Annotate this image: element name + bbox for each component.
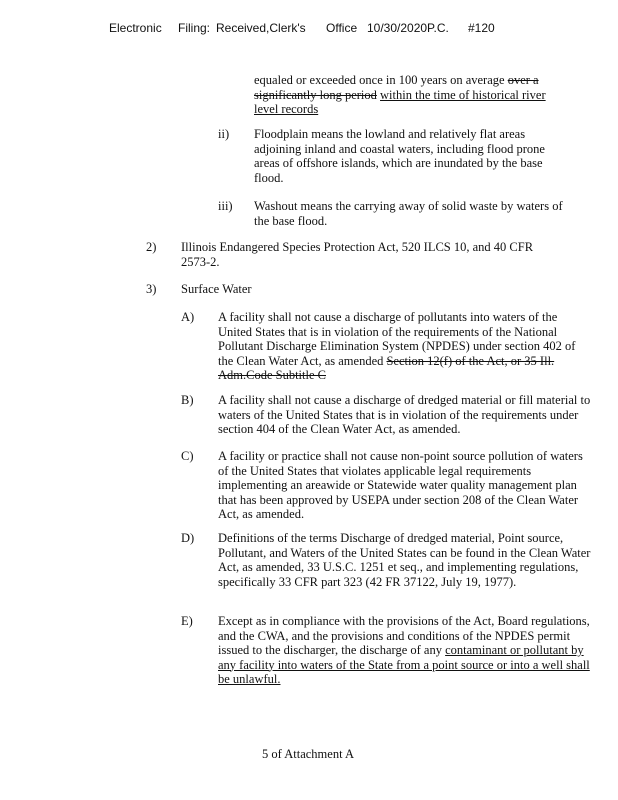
item-e-added: contaminant or pollutant by any facility into waters of the State from a point source or into a well shall be unlawful. xyxy=(218,643,590,686)
base-flood-added: within the time of historical river level records xyxy=(254,87,546,116)
item-3-heading: Surface Water xyxy=(181,282,252,296)
header-office: Office xyxy=(326,21,358,35)
def-iii-marker: iii) xyxy=(218,199,233,213)
header-date: 10/30/2020P.C. xyxy=(367,21,449,35)
base-flood-text: equaled or exceeded once in 100 years on average xyxy=(254,73,505,87)
item-d-marker: D) xyxy=(181,531,195,545)
page-footer: 5 of Attachment A xyxy=(262,747,354,761)
item-b-text: A facility shall not cause a discharge of dredged material or fill material to waters of the United States that is in violation of the requirements under section 404 of the Clean Water Act, as amended. xyxy=(218,393,591,436)
item-2-marker: 2) xyxy=(146,240,157,254)
item-c-marker: C) xyxy=(181,449,194,463)
header-number: #120 xyxy=(468,21,495,35)
item-b-marker: B) xyxy=(181,393,194,407)
item-c-text: A facility or practice shall not cause non-point source pollution of waters of the United States that violates applicable legal requirements implementing an areawide or Statewide water quality management plan that has been approved by USEPA under section 208 of the Clean Water Act, as amended. xyxy=(218,449,583,521)
def-iii-washout: Washout means the carrying away of solid waste by waters of the base flood. xyxy=(254,199,563,228)
header-electronic: Electronic xyxy=(109,21,162,35)
item-a-deleted: Section 12(f) of the Act, or 35 Ill. Adm.Code Subtitle C xyxy=(218,353,555,382)
item-a-marker: A) xyxy=(181,310,195,324)
item-e-body: Except as in compliance with the provisions of the Act, Board regulations, and the CWA, and the provisions and conditions of the NPDES permit issued to the discharger, the discharge of any xyxy=(218,614,590,657)
item-e-text xyxy=(218,614,593,687)
item-3-marker: 3) xyxy=(146,282,157,296)
item-2-text: Illinois Endangered Species Protection Act, 520 ILCS 10, and 40 CFR 2573-2. xyxy=(181,240,534,269)
header-filing: Filing: xyxy=(178,21,211,35)
def-ii-marker: ii) xyxy=(218,127,230,141)
base-flood-deleted: over a significantly long period xyxy=(254,73,539,102)
item-e-marker: E) xyxy=(181,614,193,628)
base-flood-continuation xyxy=(254,73,564,117)
item-d-text: Definitions of the terms Discharge of dredged material, Point source, Pollutant, and Waters of the United States can be found in the Clean Water Act, as amended, 33 U.S.C. 1251 et seq., and implementing regulations, specifically 33 CFR part 323 (42 FR 37122, July 19, 1977). xyxy=(218,531,591,589)
item-a-text xyxy=(218,310,593,383)
def-ii-floodplain: Floodplain means the lowland and relatively flat areas adjoining inland and coastal waters, including flood prone areas of offshore islands, which are inundated by the base flood. xyxy=(254,127,545,185)
header-received: Received,Clerk's xyxy=(216,21,306,35)
item-a-body: A facility shall not cause a discharge of pollutants into waters of the United States that is in violation of the requirements of the National Pollutant Discharge Elimination System (NPDES) under section 402 of the Clean Water Act, as amended xyxy=(218,310,576,368)
